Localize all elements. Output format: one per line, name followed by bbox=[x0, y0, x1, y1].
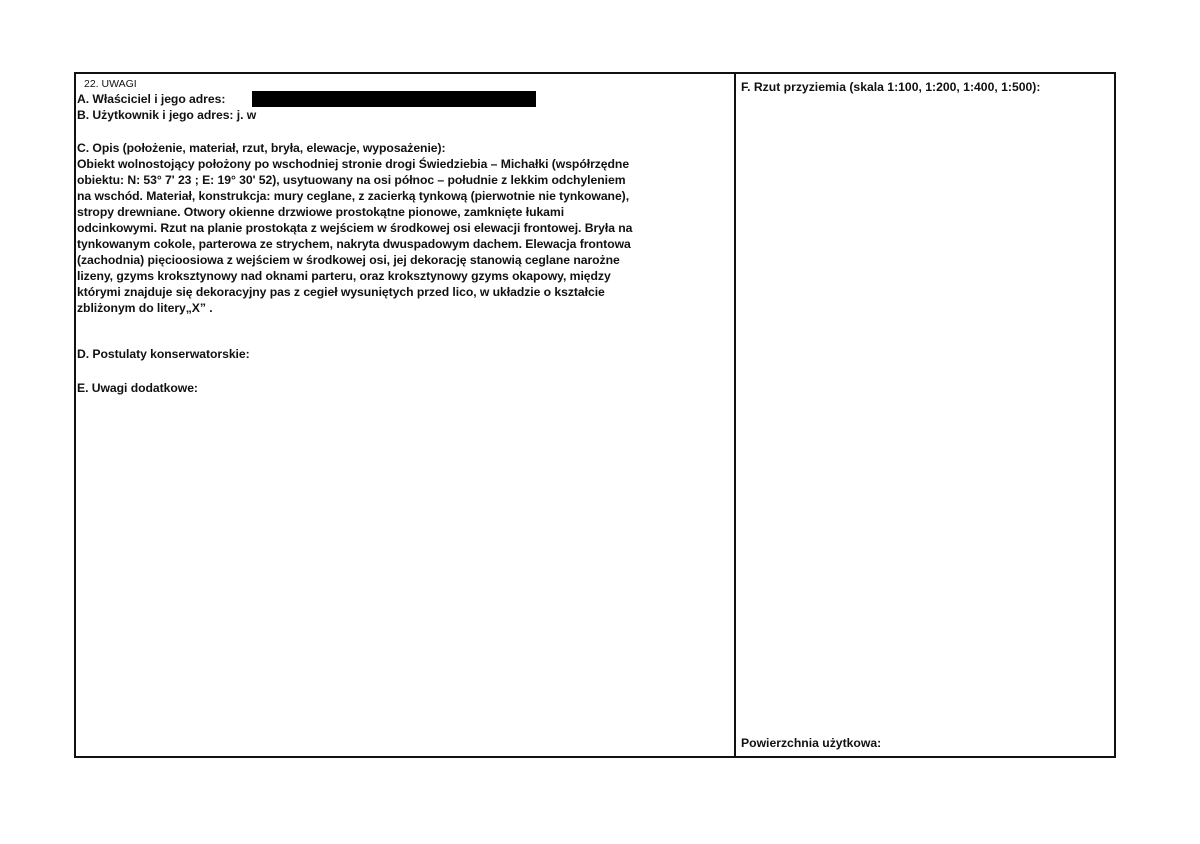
description-line: odcinkowymi. Rzut na planie prostokąta z wejściem w środkowej osi elewacji frontowej. Bryła na bbox=[77, 221, 633, 235]
description-line: (zachodnia) pięcioosiowa z wejściem w środkowej osi, jej dekorację stanowią ceglane narożne bbox=[77, 253, 620, 267]
description-line: lizeny, gzyms kroksztynowy nad oknami parteru, oraz kroksztynowy gzyms okapowy, między bbox=[77, 269, 611, 283]
description-line: tynkowanym cokole, parterowa ze strychem, nakryta dwuspadowym dachem. Elewacja frontowa bbox=[77, 237, 631, 251]
description-line: Obiekt wolnostojący położony po wschodniej stronie drogi Świedziebia – Michałki (współrzędne bbox=[77, 157, 630, 171]
description-heading: C. Opis (położenie, materiał, rzut, bryła, elewacje, wyposażenie): bbox=[77, 141, 446, 155]
owner-label: A. Właściciel i jego adres: bbox=[77, 92, 226, 106]
redaction-block bbox=[252, 91, 536, 107]
usable-area-label: Powierzchnia użytkowa: bbox=[741, 736, 882, 750]
description-line: którymi znajduje się dekoracyjny pas z cegieł wysuniętych przed lico, w układzie o kształcie bbox=[77, 285, 605, 299]
conservation-label: D. Postulaty konserwatorskie: bbox=[77, 347, 250, 361]
description-line: obiektu: N: 53° 7' 23 ; E: 19° 30' 52), usytuowany na osi północ – południe z lekkim odchyleniem bbox=[77, 173, 626, 187]
plan-title: F. Rzut przyziemia (skala 1:100, 1:200, 1:400, 1:500): bbox=[741, 80, 1041, 94]
user-line: B. Użytkownik i jego adres: j. w bbox=[77, 108, 257, 122]
description-line: stropy drewniane. Otwory okienne drzwiowe prostokątne pionowe, zamknięte łukami bbox=[77, 205, 565, 219]
description-line: zbliżonym do litery„X” . bbox=[77, 301, 213, 315]
section-number: 22. UWAGI bbox=[84, 78, 137, 90]
additional-notes-label: E. Uwagi dodatkowe: bbox=[77, 381, 198, 395]
description-line: na wschód. Materiał, konstrukcja: mury ceglane, z zacierką tynkową (pierwotnie nie tynkowane), bbox=[77, 189, 630, 203]
column-divider bbox=[734, 72, 736, 758]
